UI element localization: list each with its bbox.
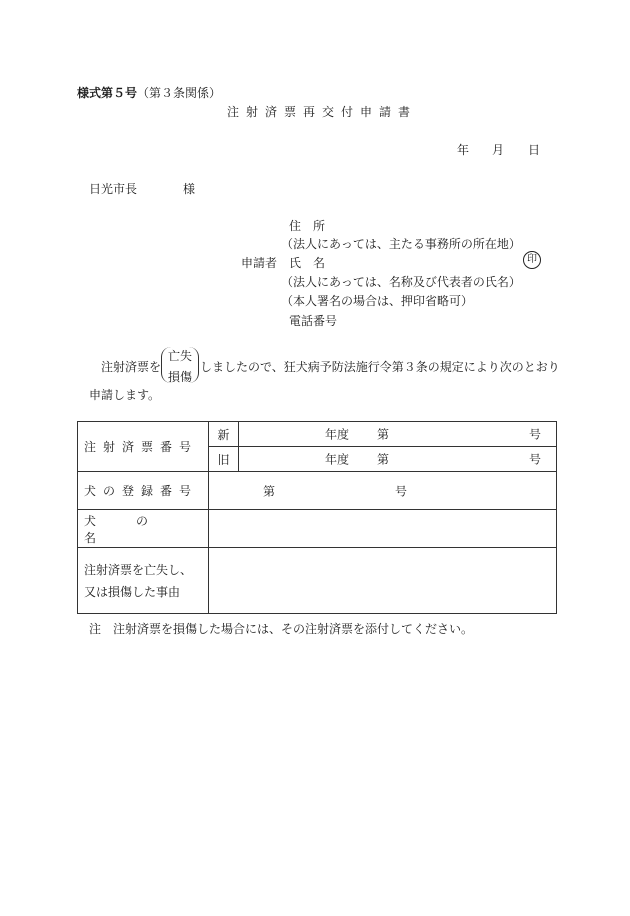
- phone-label: 電話番号: [289, 314, 338, 328]
- dog-name-label: 犬の名: [84, 513, 189, 545]
- name-label: 氏 名: [289, 256, 326, 270]
- date-year: 年: [457, 143, 470, 157]
- date-day: 日: [528, 143, 541, 157]
- dog-name-label-cell: [78, 510, 209, 548]
- registration-label: 犬の登録番号: [84, 484, 199, 498]
- table-row-registration: [78, 472, 557, 510]
- address-label: 住 所: [289, 219, 326, 233]
- new-go: 号: [529, 427, 542, 442]
- body-part2: しましたので、狂犬病予防法施行令第３条の規定により次のとおり: [200, 360, 560, 374]
- dog-name-value[interactable]: [209, 510, 557, 548]
- option-lost: 亡失: [168, 349, 193, 363]
- name-note: （法人にあっては、名称及び代表者の氏名）: [281, 275, 521, 289]
- old-go: 号: [529, 452, 542, 467]
- tag-number-label: 注射済票番号: [84, 440, 199, 454]
- new-fiscal-year: 年度: [325, 427, 350, 442]
- form-relation: （第３条関係）: [137, 86, 222, 100]
- date-month: 月: [492, 143, 505, 157]
- table-row-reason: [78, 548, 557, 614]
- old-tag-value[interactable]: [239, 447, 557, 472]
- footnote: 注 注射済票を損傷した場合には、その注射済票を添付してください。: [89, 622, 474, 636]
- option-damaged: 損傷: [168, 370, 193, 384]
- addressee-mayor: 日光市長: [89, 182, 138, 196]
- registration-label-cell: [78, 472, 209, 510]
- signature-note: （本人署名の場合は、押印省略可）: [281, 294, 474, 308]
- document-title: 注射済票再交付申請書: [227, 105, 418, 119]
- address-note: （法人にあっては、主たる事務所の所在地）: [281, 237, 521, 251]
- new-dai: 第: [377, 427, 390, 442]
- new-tag-value[interactable]: [239, 422, 557, 447]
- seal-mark: 印: [523, 251, 541, 269]
- old-label: 旧: [209, 447, 239, 472]
- table-row-dog-name: [78, 510, 557, 548]
- registration-dai: 第: [263, 484, 276, 498]
- registration-go: 号: [395, 484, 408, 498]
- body-part3: 申請します。: [89, 388, 161, 402]
- application-table: [77, 421, 557, 614]
- new-label: 新: [209, 422, 239, 447]
- reason-label-line2: 又は損傷した事由: [84, 584, 181, 599]
- old-dai: 第: [377, 452, 390, 467]
- applicant-label: 申請者: [241, 256, 278, 270]
- reason-value[interactable]: [209, 548, 557, 614]
- form-number: 様式第５号: [77, 86, 138, 100]
- reason-label-cell: [78, 548, 209, 614]
- reason-label-line1: 注射済票を亡失し、: [84, 562, 193, 577]
- addressee-honorific: 様: [183, 182, 196, 196]
- form-number-line: [77, 84, 221, 101]
- tag-number-label-cell: [78, 422, 209, 472]
- body-part1: 注射済票を: [101, 360, 162, 374]
- table-row-tag-new: [78, 422, 557, 447]
- registration-value[interactable]: [209, 472, 557, 510]
- old-fiscal-year: 年度: [325, 452, 350, 467]
